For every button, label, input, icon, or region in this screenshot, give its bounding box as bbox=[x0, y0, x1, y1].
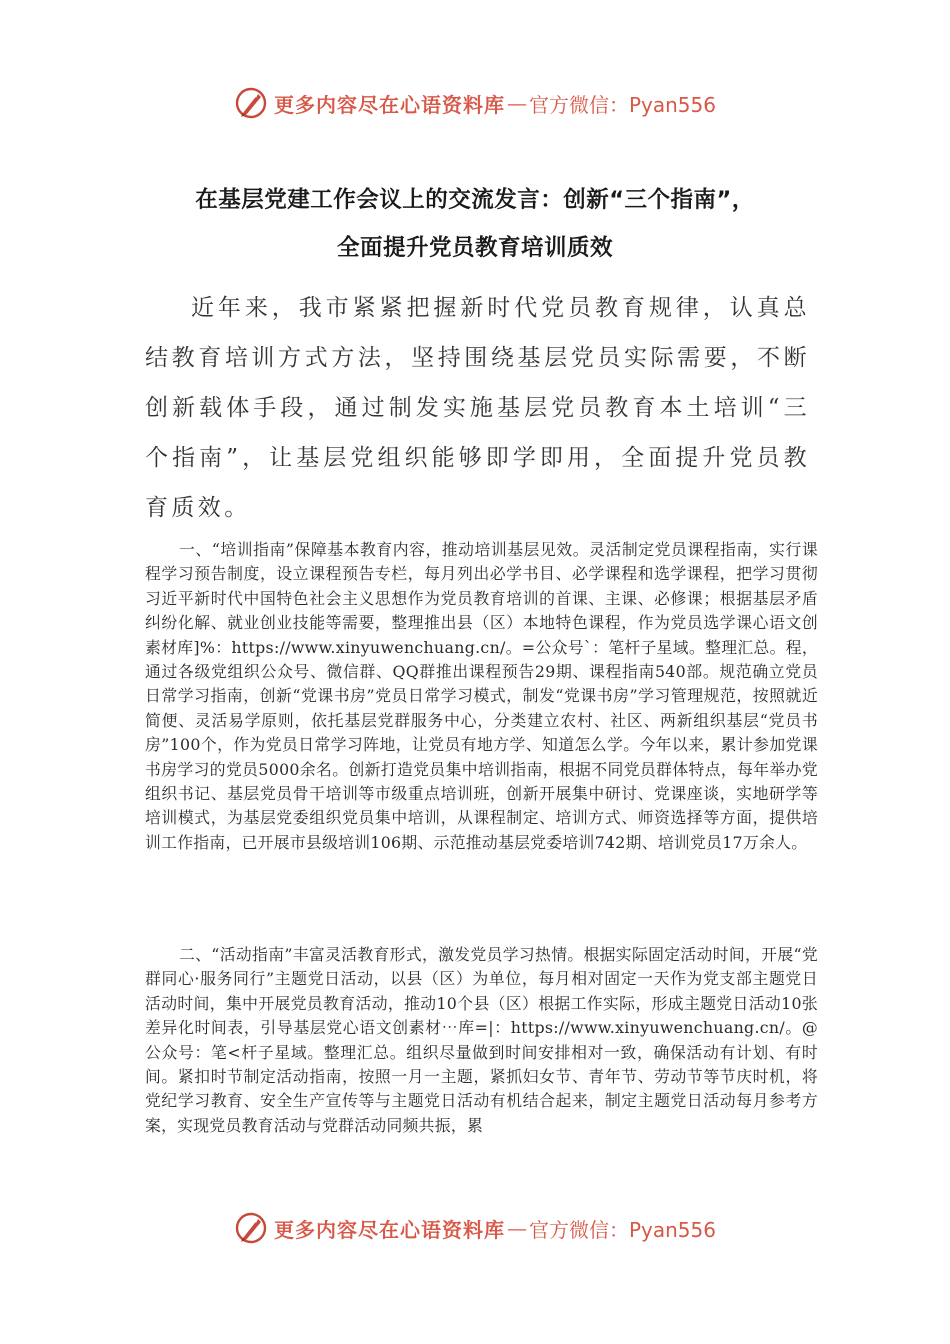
banner-separator: — bbox=[506, 91, 527, 115]
banner-separator: — bbox=[506, 1216, 527, 1240]
banner-wechat-text: 官方微信：Pyan556 bbox=[528, 92, 716, 117]
body-paragraph-1: 一、“培训指南”保障基本教育内容，推动培训基层见效。灵活制定党员课程指南，实行课程学习预告制度，设立课程预告专栏，每月列出必学书目、必学课程和选学课程，把学习贯彻习近平新时代中国特色社会主义思想作为党员教育培训的首课、主课、必修课；根据基层矛盾纠纷化解、就业创业技能等需要，整理推出县（区）本地特色课程，作为党员选学课心语文创素材库]%：https://www.xinyuwenchuang.cn/。=公众号`：笔杆子星域。整理汇总。程，通过各级党组织公众号、微信群、QQ群推出课程预告29期、课程指南540部。规范确立党员日常学习指南，创新“党课书房”党员日常学习模式，制发“党课书房”学习管理规范，按照就近简便、灵活易学原则，依托基层党群服务中心，分类建立农村、社区、两新组织基层“党员书房”100个，作为党员日常学习阵地，让党员有地方学、知道怎么学。今年以来，累计参加党课书房学习的党员5000余名。创新打造党员集中培训指南，根据不同党员群体特点，每年举办党组织书记、基层党员骨干培训等市级重点培训班，创新开展集中研讨、党课座谈，实地研学等培训模式，为基层党委组织党员集中培训，从课程制定、培训方式、师资选择等方面，提供培训工作指南，已开展市县级培训106期、示范推动基层党委培训742期、培训党员17万余人。 bbox=[145, 540, 818, 852]
header-watermark-banner bbox=[0, 83, 950, 123]
banner-wechat-text: 官方微信：Pyan556 bbox=[528, 1217, 716, 1242]
quill-pen-circle-icon bbox=[234, 1211, 268, 1245]
document-title-line1: 在基层党建工作会议上的交流发言：创新“三个指南”， bbox=[195, 187, 755, 213]
quill-pen-circle-icon bbox=[234, 86, 268, 120]
banner-main-text: 更多内容尽在心语资料库 bbox=[273, 92, 505, 117]
body-paragraph-2: 二、“活动指南”丰富灵活教育形式，激发党员学习热情。根据实际固定活动时间，开展“党群同心·服务同行”主题党日活动，以县（区）为单位，每月相对固定一天作为党支部主题党日活动时间，集中开展党员教育活动，推动10个县（区）根据工作实际，形成主题党日活动10张差异化时间表，引导基层党心语文创素材⋯库=|：https://www.xinyuwenchuang.cn/。@公众号：笔<杆子星域。整理汇总。组织尽量做到时间安排相对一致，确保活动有计划、有时间。紧扣时节制定活动指南，按照一月一主题，紧抓妇女节、青年节、劳动节等节庆时机，将党纪学习教育、安全生产宣传等与主题党日活动有机结合起来，制定主题党日活动每月参考方案，实现党员教育活动与党群活动同频共振，累 bbox=[145, 945, 818, 1135]
lead-paragraph: 近年来，我市紧紧把握新时代党员教育规律，认真总结教育培训方式方法，坚持围绕基层党员实际需要，不断创新载体手段，通过制发实施基层党员教育本土培训“三个指南”，让基层党组织能够即学即用，全面提升党员教育质效。 bbox=[145, 295, 810, 521]
footer-watermark-banner bbox=[0, 1208, 950, 1248]
document-title-line2: 全面提升党员教育培训质效 bbox=[336, 235, 613, 261]
banner-main-text: 更多内容尽在心语资料库 bbox=[273, 1217, 505, 1242]
